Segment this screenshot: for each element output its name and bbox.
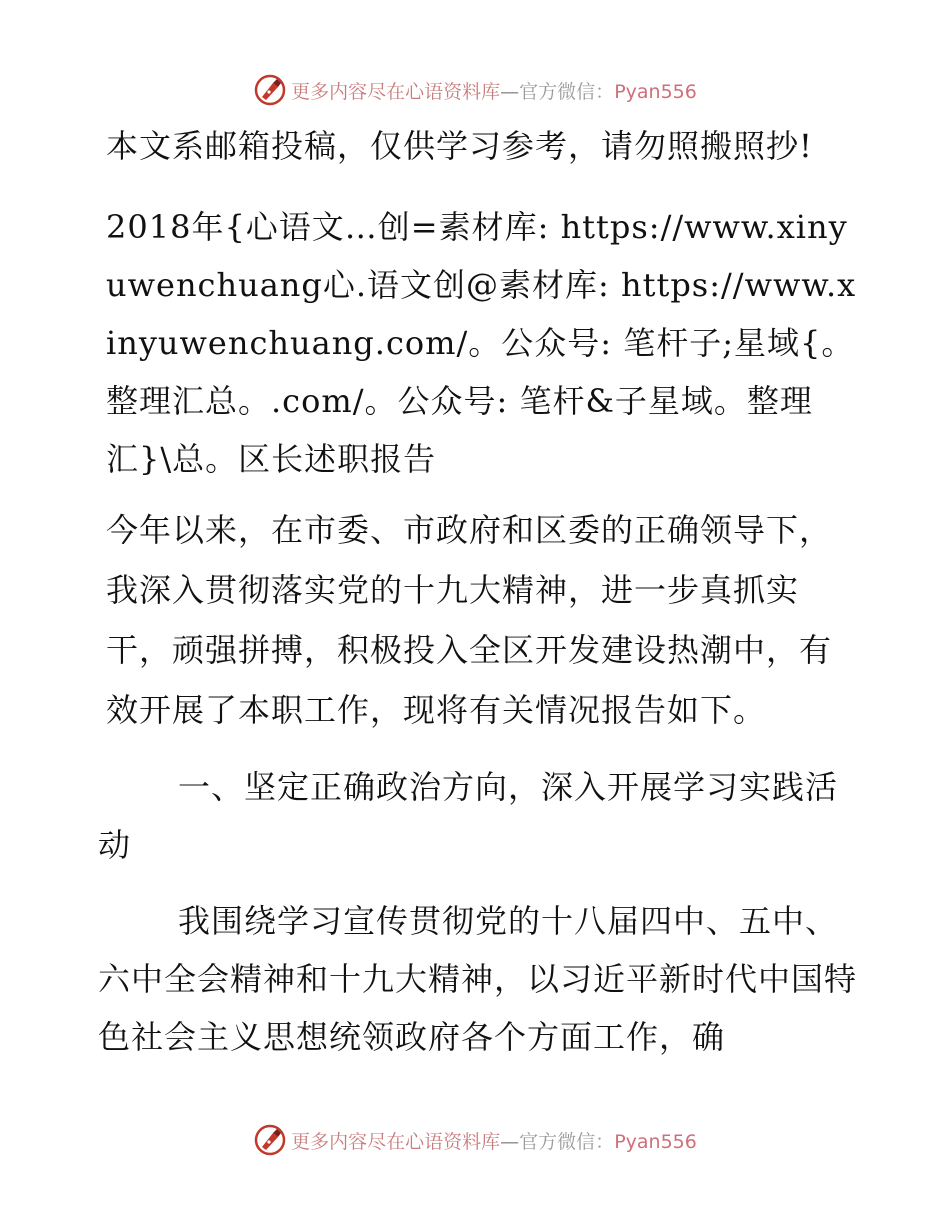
document-body xyxy=(98,124,858,1066)
banner-separator: — xyxy=(500,80,520,103)
banner-text xyxy=(291,1127,697,1154)
header-banner xyxy=(0,70,950,110)
notice-paragraph: 本文系邮箱投稿，仅供学习参考，请勿照搬照抄! xyxy=(106,127,813,165)
pen-nib-logo-icon xyxy=(253,73,287,107)
banner-separator: — xyxy=(500,1130,520,1153)
title-paragraph: 2018年{心语文…创=素材库: https://www.xinyuwenchuang心.语文创@素材库: https://www.xinyuwenchuang.com/。公众号: 笔杆子;星域{。整理汇总。.com/。公众号: 笔杆&子星域。整理汇}\总。区长述职报告 xyxy=(106,208,857,478)
banner-wechat-label: 官方微信： xyxy=(519,80,615,103)
banner-wechat-label: 官方微信： xyxy=(519,1130,615,1153)
banner-wechat-id: Pyan556 xyxy=(614,80,697,103)
banner-text xyxy=(291,77,697,104)
section-heading: 一、坚定正确政治方向，深入开展学习实践活动 xyxy=(98,768,839,864)
banner-site-text: 更多内容尽在心语资料库 xyxy=(291,1130,501,1153)
intro-paragraph: 今年以来，在市委、市政府和区委的正确领导下，我深入贯彻落实党的十九大精神，进一步真抓实干，顽强拼搏，积极投入全区开发建设热潮中，有效开展了本职工作，现将有关情况报告如下。 xyxy=(106,511,833,729)
pen-nib-logo-icon xyxy=(253,1123,287,1157)
section-body-paragraph: 我围绕学习宣传贯彻党的十八届四中、五中、六中全会精神和十九大精神，以习近平新时代中国特色社会主义思想统领政府各个方面工作，确 xyxy=(98,902,858,1056)
footer-banner xyxy=(0,1120,950,1160)
banner-wechat-id: Pyan556 xyxy=(614,1130,697,1153)
banner-site-text: 更多内容尽在心语资料库 xyxy=(291,80,501,103)
